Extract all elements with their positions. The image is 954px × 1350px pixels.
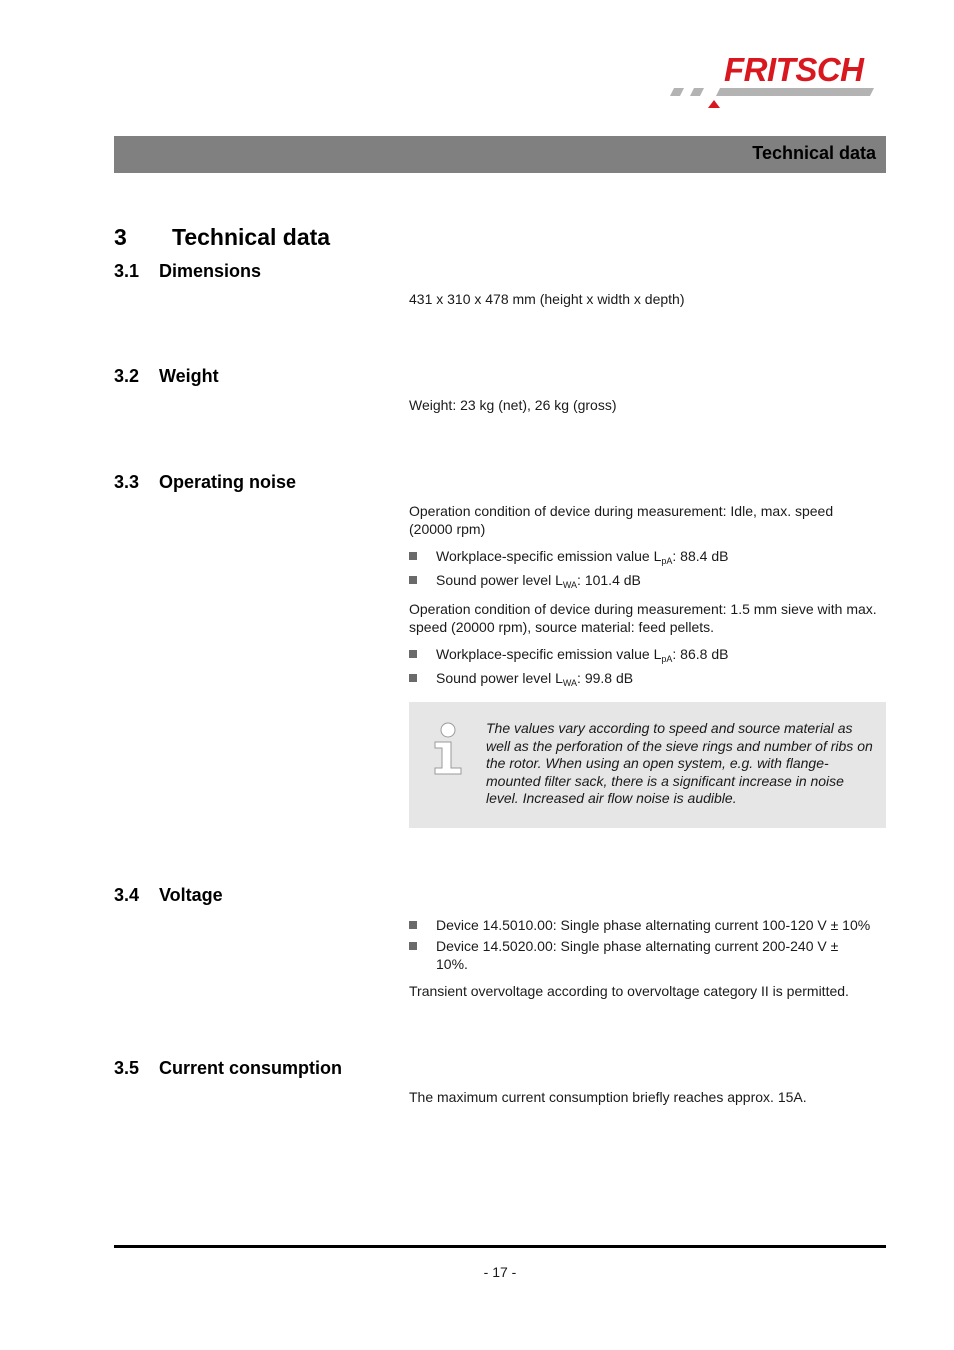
- dimensions-text: 431 x 310 x 478 mm (height x width x depth): [409, 291, 685, 307]
- section-heading-voltage: [114, 885, 223, 906]
- footer-divider: [114, 1245, 886, 1248]
- section-number: 3.1: [114, 261, 140, 281]
- weight-text: Weight: 23 kg (net), 26 kg (gross): [409, 397, 617, 413]
- section-heading-dimensions: [114, 261, 261, 282]
- section-number: 3.5: [114, 1058, 140, 1078]
- current-text: The maximum current consumption briefly reaches approx. 15A.: [409, 1089, 807, 1105]
- section-number: 3.3: [114, 472, 140, 492]
- section-heading-weight: [114, 366, 219, 387]
- square-bullet-icon: [409, 674, 417, 682]
- info-note: [409, 702, 886, 828]
- info-icon: [431, 722, 465, 776]
- header-title: Technical data: [752, 143, 876, 163]
- noise-condition-2: Operation condition of device during measurement: 1.5 mm sieve with max. speed (20000 rpm), source material: feed pellets.: [409, 601, 877, 635]
- section-heading-current: [114, 1058, 342, 1079]
- logo-stripes-icon: [668, 86, 878, 112]
- section-title: Current consumption: [159, 1058, 342, 1078]
- section-number: 3.2: [114, 366, 140, 386]
- chapter-heading: [114, 224, 330, 251]
- section-number: 3.4: [114, 885, 140, 905]
- chapter-number: 3: [114, 224, 127, 250]
- section-heading-noise: [114, 472, 296, 493]
- section-title: Weight: [159, 366, 219, 386]
- chapter-title: Technical data: [172, 224, 331, 250]
- square-bullet-icon: [409, 650, 417, 658]
- fritsch-logo: [668, 52, 888, 112]
- square-bullet-icon: [409, 552, 417, 560]
- square-bullet-icon: [409, 921, 417, 929]
- noise-condition-1: Operation condition of device during measurement: Idle, max. speed (20000 rpm): [409, 503, 834, 537]
- section-title: Operating noise: [159, 472, 297, 492]
- info-text: The values vary according to speed and source material as well as the perforation of the sieve rings and number of ribs on the rotor. When using an open system, e.g. with flange-mounted filter sack, there is a significant increase in noise level. Increased air flow noise is audible.: [486, 720, 873, 807]
- logo-wordmark: FRITSCH: [724, 51, 864, 88]
- square-bullet-icon: [409, 942, 417, 950]
- section-title: Dimensions: [159, 261, 262, 281]
- page-number: - 17 -: [483, 1264, 517, 1280]
- voltage-text: Transient overvoltage according to overvoltage category II is permitted.: [409, 983, 849, 999]
- section-title: Voltage: [159, 885, 223, 905]
- square-bullet-icon: [409, 576, 417, 584]
- header-bar: [114, 136, 886, 173]
